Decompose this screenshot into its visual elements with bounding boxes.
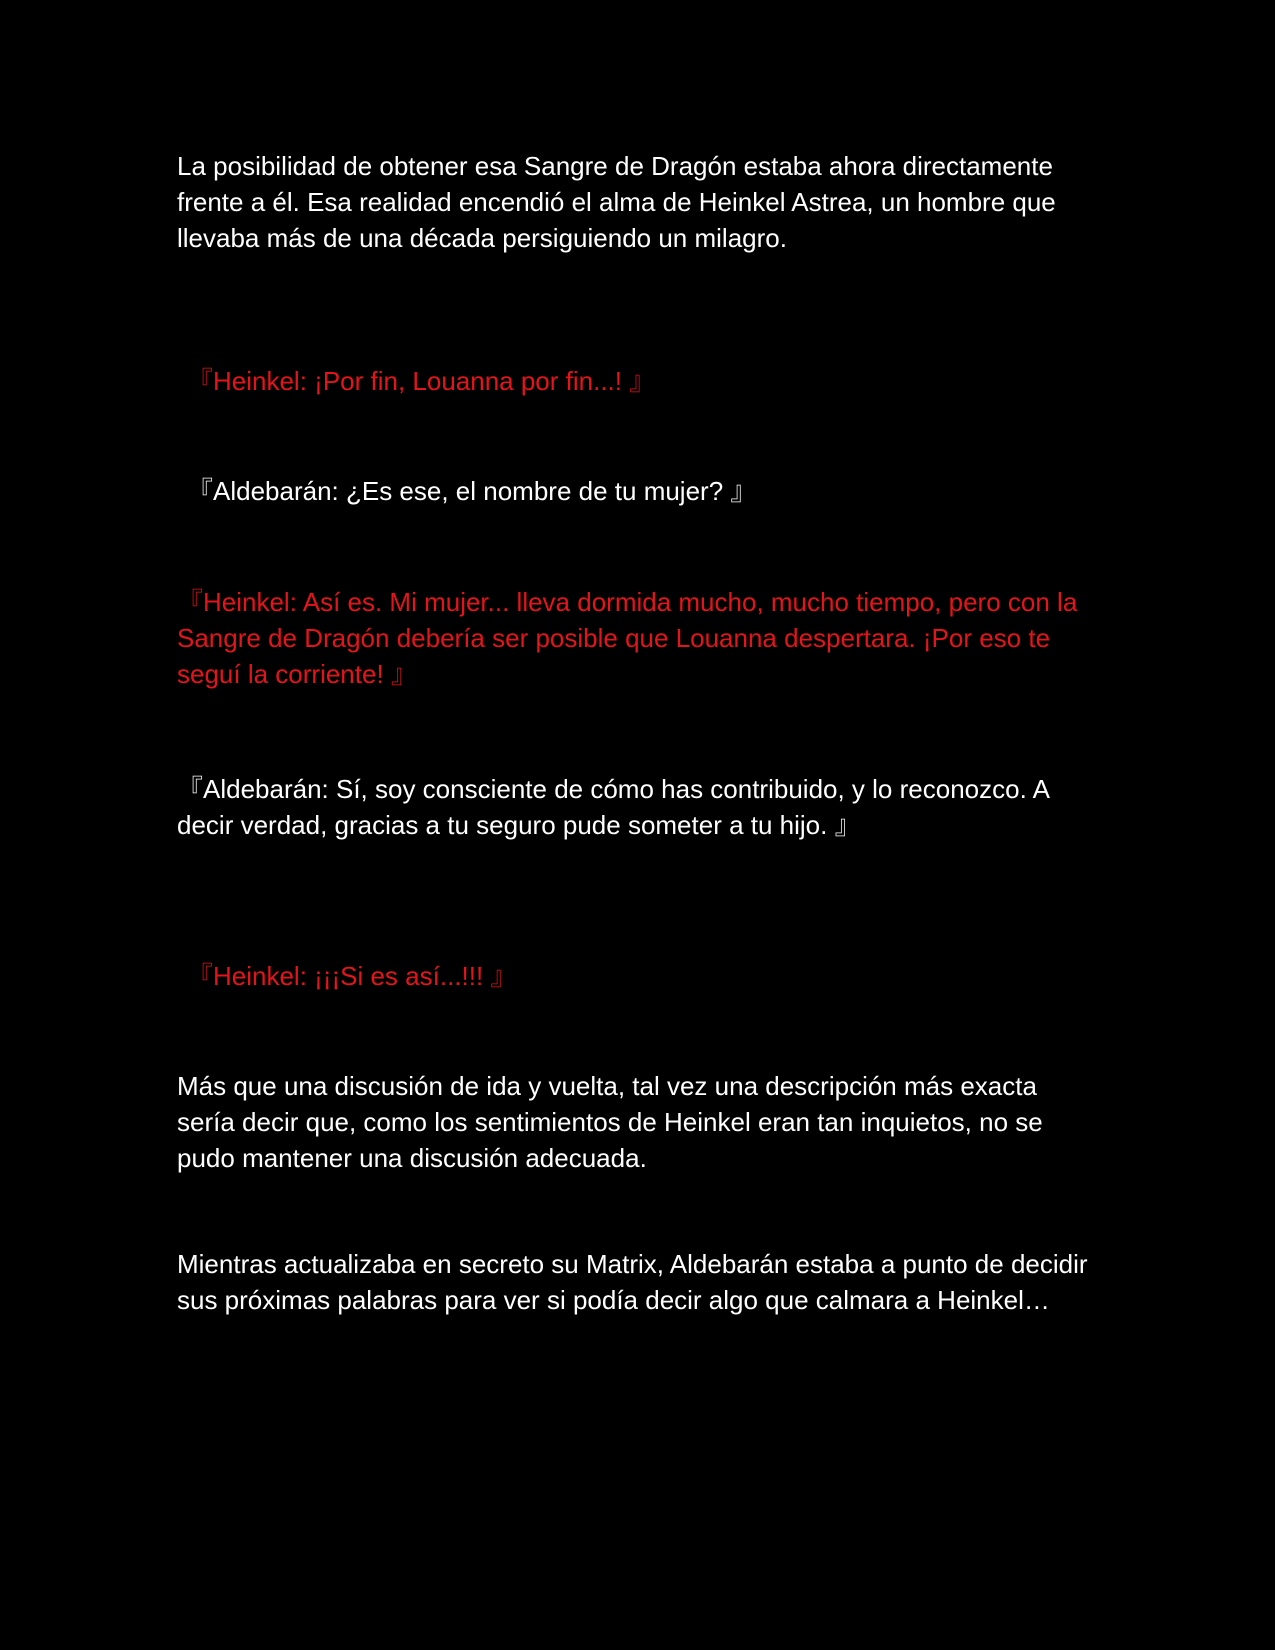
narration-paragraph-3: Mientras actualizaba en secreto su Matrix, Aldebarán estaba a punto de decidir sus próximas palabras para ver si podía decir algo que calmara a Heinkel… [177, 1249, 1088, 1315]
narration-paragraph-2: Más que una discusión de ida y vuelta, tal vez una descripción más exacta sería decir que, como los sentimientos de Heinkel eran tan inquietos, no se pudo mantener una discusión adecuada. [177, 1071, 1043, 1173]
aldebaran-dialogue-1: 『Aldebarán: ¿Es ese, el nombre de tu mujer? 』 [187, 476, 757, 506]
heinkel-dialogue-2: 『Heinkel: Así es. Mi mujer... lleva dormida mucho, mucho tiempo, pero con la Sangre de Dragón debería ser posible que Louanna despertara. ¡Por eso te seguí la corriente! 』 [177, 587, 1078, 689]
heinkel-dialogue-3: 『Heinkel: ¡¡¡Si es así...!!! 』 [187, 961, 517, 991]
heinkel-dialogue-1: 『Heinkel: ¡Por fin, Louanna por fin...! 』 [187, 366, 656, 396]
aldebaran-dialogue-2: 『Aldebarán: Sí, soy consciente de cómo has contribuido, y lo reconozco. A decir verdad, gracias a tu seguro pude someter a tu hijo. 』 [177, 774, 1049, 840]
narration-paragraph-1: La posibilidad de obtener esa Sangre de Dragón estaba ahora directamente frente a él. Esa realidad encendió el alma de Heinkel Astrea, un hombre que llevaba más de una década persiguiendo un milagro. [177, 151, 1056, 253]
